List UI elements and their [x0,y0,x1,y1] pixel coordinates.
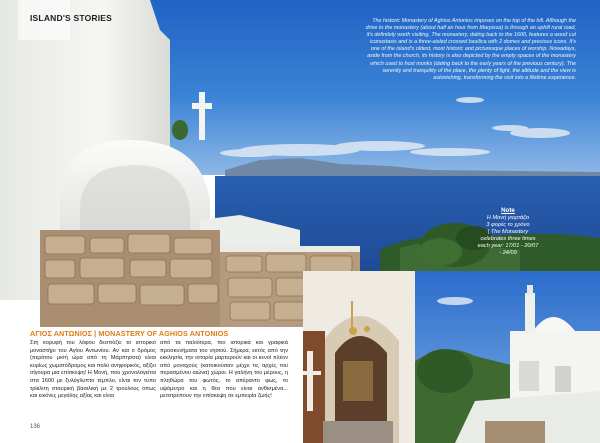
note-box [474,207,542,257]
headline-separator: | [94,329,97,338]
note-line: - 24/09 [499,250,517,256]
headline-greek: ΑΓΙΟΣ ΑΝΤΩΝΙΟΣ [30,329,93,338]
headline-english: MONASTERY OF AGHIOS ANTONIOS [98,329,229,338]
interior-photo [303,271,415,443]
note-line: celebrates three times [480,236,536,242]
note-line: 3 φορές το χρόνο [486,222,530,228]
article-headline [30,329,290,338]
body-column-2: από τα παλιότερα, πιο ιστορικά και γραφικά προσκυνήματα του νησιού. Σήμερα, εκτός από την εκκλησία, την ιστορία μαρτυρούν και οι κενοί πλέον από μοναχούς (κατοικούσαν μέχρι τις αρχές του περασμένου αιώνα) χώροι. Η γαλήνη του μέρους, η πληθώρα του φωτός, το απέραντο φως, το υψόμετρο και η θέα που είναι ανθισμένα... μετατρέπουν την επίσκεψη σε εμπειρία ζωής! [160,340,288,400]
exterior-photo [415,271,600,443]
exterior-photo-art [415,271,600,443]
section-label: ISLAND'S STORIES [30,13,113,23]
note-line: Η Μονή γιορτάζει [486,215,530,221]
note-title: Note [501,207,515,214]
body-column-1: Στη κορυφή του λόφου δεσπόζει το ιστορικό μοναστήρι του Αγίου Αντωνίου. Αν και ο δρόμος (περίπου μισή ώρα από τη Μάρπησσα) είναι κυρίως χωματόδρομος και πολύ ανηφορικός, αξίζει σίγουρα μια επίσκεψη! Η Μονή, που χρονολογείται στα 1600 με ξυλόγλυπτο τέμπλο, είναι τον τύπο τρίκλιτη σταυρική βασιλική με 2 τρούλους όπως και εικόνες μεγάλης αξίας και είναι [30,340,156,400]
interior-photo-art [303,271,415,443]
page-number: 136 [30,424,41,430]
note-line: each year: 17/01 - 20/07 [477,243,539,249]
note-line: | The Monastery [487,229,529,235]
photo-caption: The historic Monastery of Aghios Antonios imposes on the top of the hill. Although the drive to the monastery (about half an hour from Marpissa) is through an uphill rural road, it's definitely worth visiting. The monastery, dating back to the 1600, features a wood cut iconostasis and is a three-aisled crossed basilica with 2 domes and precious icons. It's one of the island's oldest, most historic and picturesque places of worship. Nowadays, aside from the church, its history is also depicted by the empty spaces of the monastery which used to host monks (dating back to the early years of the previous century). The serenity and tranquility of the place, the plenty of light, the altitude and the view is astonishing, transforming the visit into a lifetime experience. [365,18,576,81]
